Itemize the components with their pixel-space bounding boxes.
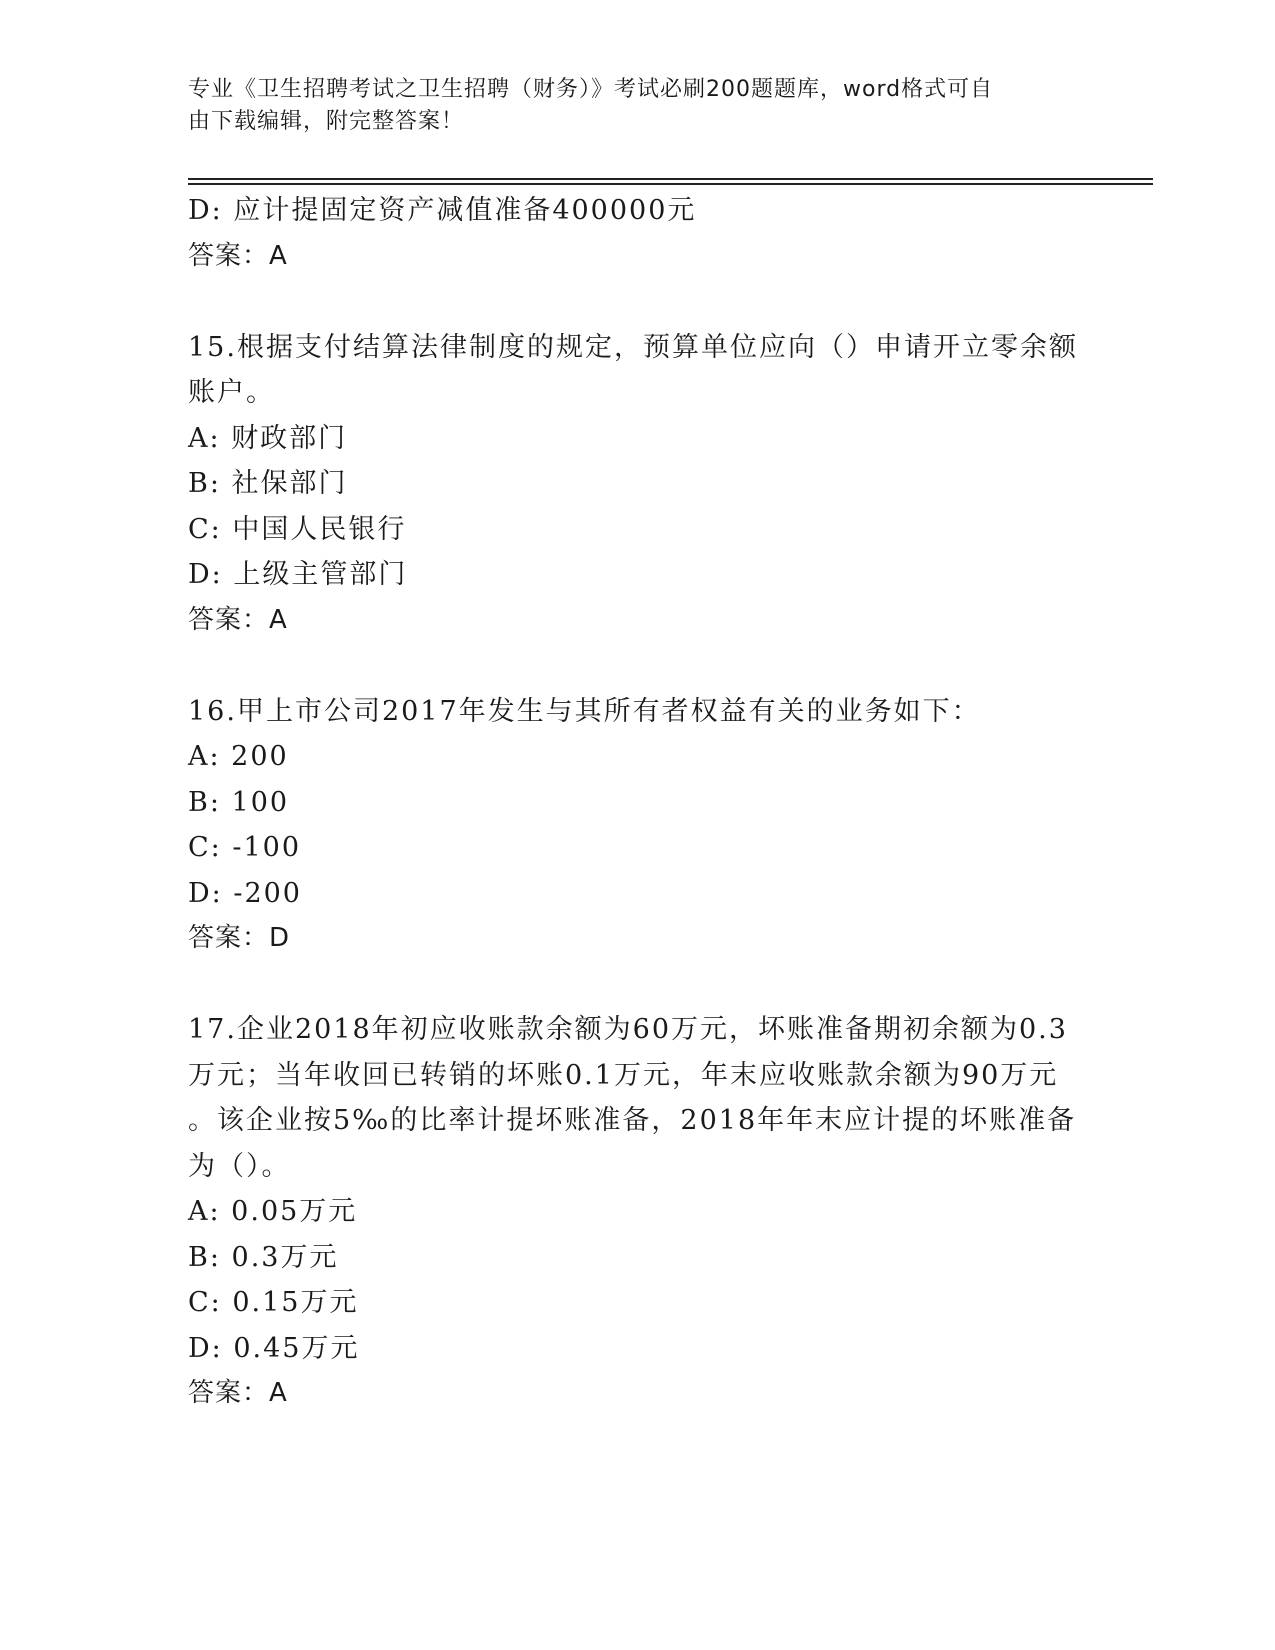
question-15: [188, 325, 1088, 644]
question-list: [188, 188, 1088, 1417]
option-c: C: 0.15万元: [188, 1287, 359, 1318]
question-stem-continued: 万元；当年收回已转销的坏账0.1万元，年末应收账款余额为90万元: [188, 1059, 1059, 1091]
question-16: [188, 689, 1088, 962]
answer-label: 答案：D: [188, 923, 291, 953]
question-stem: 17.企业2018年初应收账款余额为60万元，坏账准备期初余额为0.3: [188, 1014, 1068, 1045]
header-divider-top: [188, 178, 1153, 180]
spacer: [188, 962, 1088, 1008]
question-stem: 15.根据支付结算法律制度的规定，预算单位应向（）申请开立零余额: [188, 331, 1078, 363]
option-c: C: 中国人民银行: [188, 513, 407, 545]
option-d: D: 上级主管部门: [188, 559, 408, 590]
option-a: A: 财政部门: [188, 422, 348, 454]
answer-label: 答案：A: [188, 240, 288, 271]
answer-label: 答案：A: [188, 1378, 288, 1408]
spacer: [188, 279, 1088, 325]
header-line-2: 由下载编辑，附完整答案！: [188, 109, 465, 134]
question-14: [188, 188, 1088, 279]
option-c: C: -100: [188, 832, 301, 863]
question-17: [188, 1007, 1088, 1417]
question-stem-continued: 。该企业按5‰的比率计提坏账准备，2018年年末应计提的坏账准备: [188, 1105, 1077, 1136]
option-a: A: 200: [188, 741, 289, 772]
question-stem-continued: 为（）。: [188, 1150, 291, 1182]
question-stem: 16.甲上市公司2017年发生与其所有者权益有关的业务如下：: [188, 695, 981, 727]
option-d: D: 应计提固定资产减值准备400000元: [188, 195, 697, 226]
option-b: B: 0.3万元: [188, 1241, 339, 1273]
answer-label: 答案：A: [188, 604, 288, 635]
document-header: [188, 74, 1088, 138]
option-b: B: 100: [188, 786, 290, 818]
option-b: B: 社保部门: [188, 468, 348, 499]
header-divider-bottom: [188, 183, 1153, 185]
option-d: D: -200: [188, 877, 302, 909]
option-d: D: 0.45万元: [188, 1332, 360, 1364]
header-line-1: 专业《卫生招聘考试之卫生招聘（财务）》考试必刷200题题库，word格式可自: [188, 77, 994, 102]
option-a: A: 0.05万元: [188, 1196, 358, 1227]
question-stem-continued: 账户。: [188, 377, 275, 408]
spacer: [188, 643, 1088, 689]
